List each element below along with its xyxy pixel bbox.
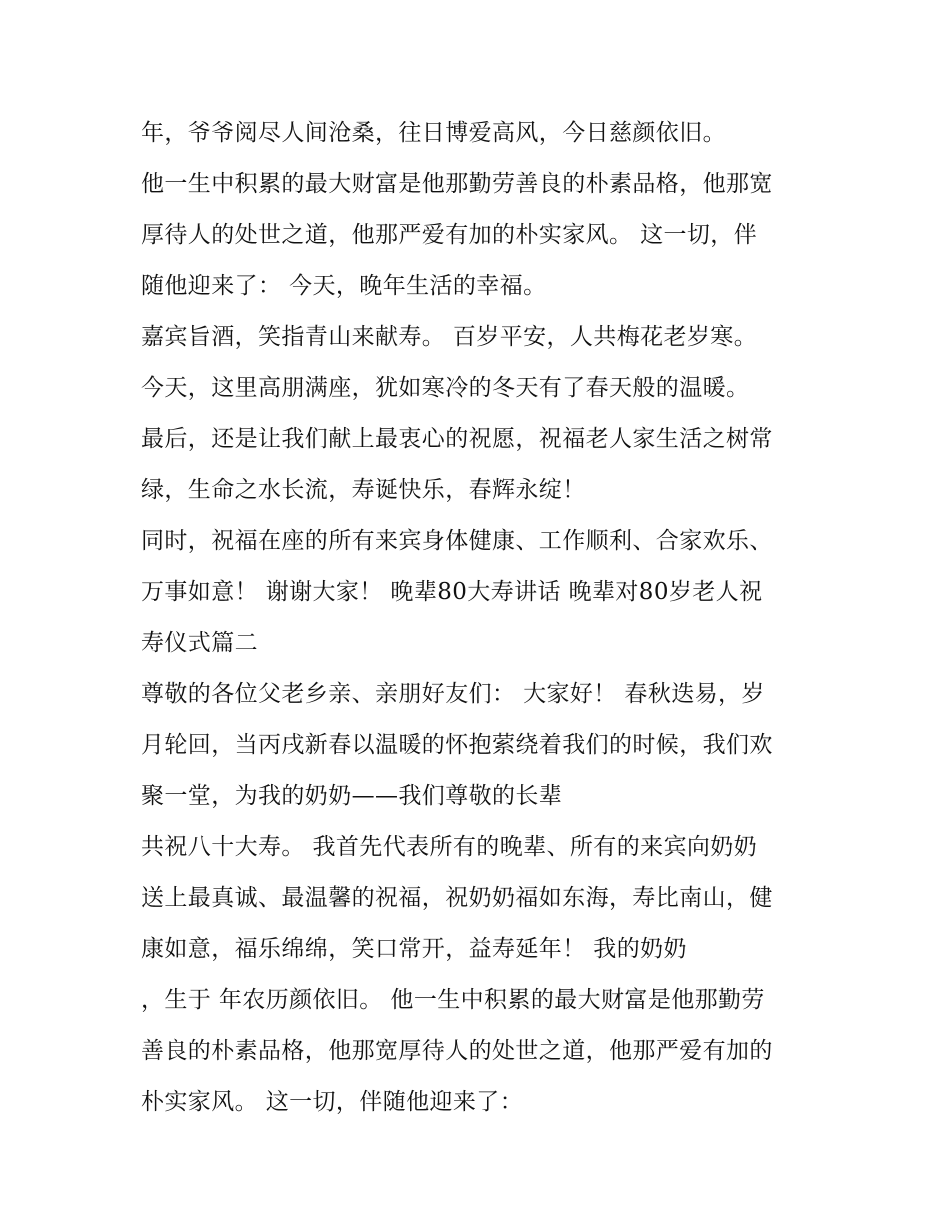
text-line: 年，爷爷阅尽人间沧桑，往日博爱高风，今日慈颜依旧。 [141,120,726,146]
text-line: 共祝八十大寿。 我首先代表所有的晚辈、所有的来宾向奶奶 [141,834,758,860]
text-line: 同时，祝福在座的所有来宾身体健康、工作顺利、合家欢乐、 [141,528,773,554]
text-line: ，生于 年农历颜依旧。 他一生中积累的最大财富是他那勤劳 [141,987,765,1013]
text-line: 今天，这里高朋满座，犹如寒冷的冬天有了春天般的温暖。 [141,375,750,401]
text-line: 尊敬的各位父老乡亲、亲朋好友们： 大家好！ 春秋迭易，岁 [141,681,765,707]
text-line: 随他迎来了： 今天，晚年生活的幸福。 [141,273,547,299]
text-line: 聚一堂，为我的奶奶——我们尊敬的长辈 [141,783,563,809]
text-line: 月轮回，当丙戌新春以温暖的怀抱萦绕着我们的时候，我们欢 [141,732,773,758]
text-line: 他一生中积累的最大财富是他那勤劳善良的朴素品格，他那宽 [141,171,773,197]
body-text [141,108,821,1128]
text-line: 善良的朴素品格，他那宽厚待人的处世之道，他那严爱有加的 [141,1038,773,1064]
text-line: 送上最真诚、最温馨的祝福，祝奶奶福如东海，寿比南山，健 [141,885,773,911]
text-line: 最后，还是让我们献上最衷心的祝愿，祝福老人家生活之树常 [141,426,773,452]
text-line: 康如意，福乐绵绵，笑口常开，益寿延年！ 我的奶奶 [141,936,687,962]
text-line: 嘉宾旨酒，笑指青山来献寿。 百岁平安，人共梅花老岁寒。 [141,324,758,350]
text-line: 万事如意！ 谢谢大家！ 晚辈80大寿讲话 晚辈对80岁老人祝 [141,579,763,605]
section-heading: 寿仪式篇二 [141,630,258,656]
text-line: 厚待人的处世之道，他那严爱有加的朴实家风。 这一切，伴 [141,222,758,248]
text-line: 绿，生命之水长流，寿诞快乐，春辉永绽！ [141,477,586,503]
text-line: 朴实家风。 这一切，伴随他迎来了： [141,1089,524,1115]
